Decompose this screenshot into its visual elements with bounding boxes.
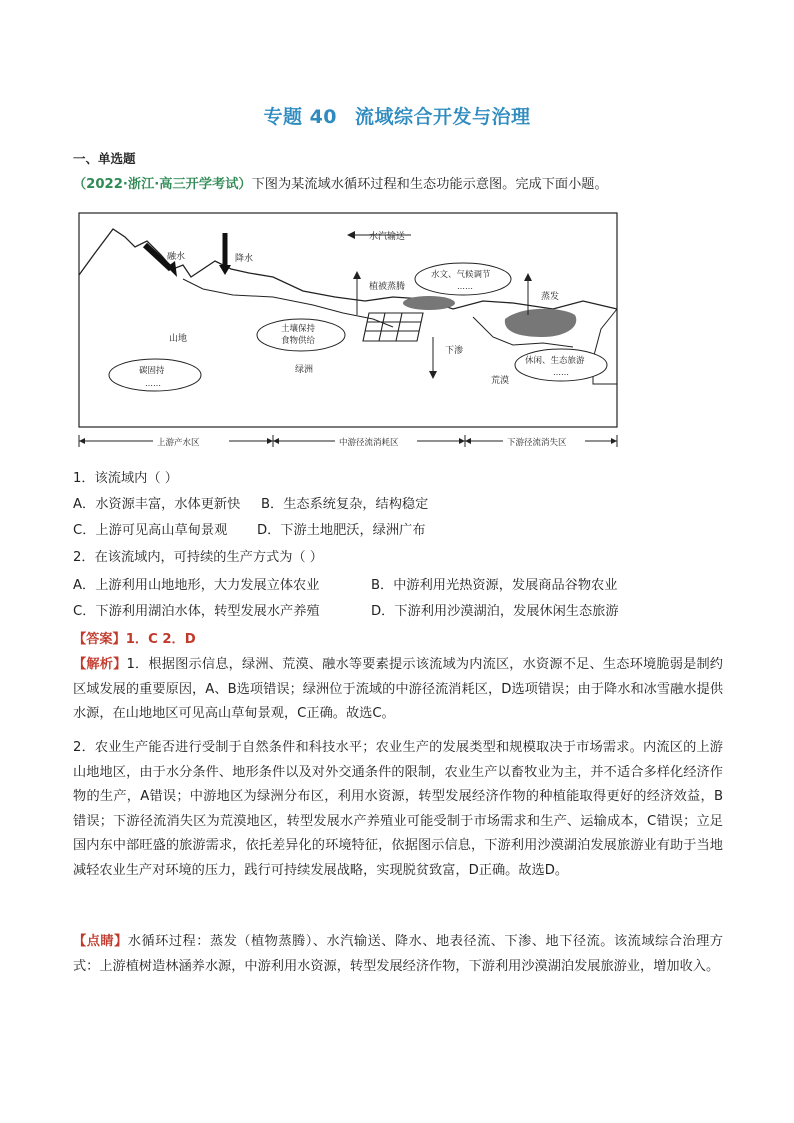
analysis-text-1: 1．根据图示信息，绿洲、荒漠、融水等要素提示该流域为内流区，水资源不足、生态环境脆弱是制约区域发展的重要原因，A、B选项错误；绿洲位于流域的中游径流消耗区，D选项错误；由于降水和冰雪融水提供水源，在山地地区可见高山草甸景观，C正确。故选C。 bbox=[73, 657, 723, 721]
analysis-tag: 【解析】 bbox=[73, 657, 127, 672]
label-soil2: 食物供给 bbox=[281, 336, 316, 346]
upper-lake bbox=[403, 296, 455, 310]
question-source: （2022·浙江·高三开学考试） bbox=[73, 177, 252, 192]
analysis-p2: 2．农业生产能否进行受制于自然条件和科技水平；农业生产的发展类型和规模取决于市场需求。内流区的上游山地地区，由于水分条件、地形条件以及对外交通条件的限制，农业生产以畜牧业为主，并不适合多样化经济作物的生产，A错误；中游地区为绿洲分布区，利用水资源，转型发展经济作物的种植能取得更好的经济效益，B错误；下游径流消失区为荒漠地区，转型发展水产养殖业可能受制于市场需求和生产、运输成本，C错误；立足国内东中部旺盛的旅游需求，依托差异化的环境特征，依据图示信息，下游利用沙漠湖泊发展旅游业有助于当地减轻农业生产对环境的压力，践行可持续发展战略，实现脱贫致富，D正确。故选D。 bbox=[73, 740, 723, 878]
watershed-diagram bbox=[73, 209, 723, 459]
label-vapor: 水汽输送 bbox=[369, 232, 406, 242]
q1-option-d: D．下游土地肥沃，绿洲广布 bbox=[257, 523, 426, 538]
comment-tag: 【点睛】 bbox=[73, 934, 128, 949]
label-hydro-more: …… bbox=[457, 282, 473, 291]
answer-tag: 【答案】 bbox=[73, 632, 126, 647]
label-soil1: 土壤保持 bbox=[281, 324, 316, 334]
label-leisure-more: …… bbox=[553, 368, 569, 377]
label-hydro: 水文、气候调节 bbox=[431, 270, 491, 280]
label-carbon: 碳固持 bbox=[139, 366, 165, 376]
label-seep: 下渗 bbox=[445, 346, 464, 356]
q2-options-row2 bbox=[73, 603, 619, 620]
label-oasis: 绿洲 bbox=[295, 365, 314, 375]
label-zone-up: 上游产水区 bbox=[157, 438, 200, 448]
label-desert: 荒漠 bbox=[491, 376, 510, 386]
page-title bbox=[0, 102, 794, 129]
analysis-p1 bbox=[73, 653, 723, 727]
question-intro bbox=[73, 176, 608, 193]
label-transpiration: 植被蒸腾 bbox=[369, 282, 406, 292]
q1-option-b: B．生态系统复杂，结构稳定 bbox=[261, 497, 429, 512]
label-melt: 融水 bbox=[167, 252, 186, 262]
q1-options-row1 bbox=[73, 496, 428, 513]
answer-line bbox=[73, 631, 196, 648]
q1-options-row2 bbox=[73, 522, 425, 539]
q1-option-c: C．上游可见高山草甸景观 bbox=[73, 523, 228, 538]
label-zone-mid: 中游径流消耗区 bbox=[339, 438, 399, 448]
comment-block bbox=[73, 930, 723, 979]
answer-text: 1．C 2．D bbox=[125, 632, 196, 647]
comment-text: 水循环过程：蒸发（植物蒸腾）、水汽输送、降水、地表径流、下渗、地下径流。该流域综合治理方式：上游植树造林涵养水源，中游利用水资源，转型发展经济作物，下游利用沙漠湖泊发展旅游业，增加收入。 bbox=[73, 934, 723, 974]
q1-option-a: A．水资源丰富，水体更新快 bbox=[73, 497, 241, 512]
q2-option-a: A．上游利用山地地形，大力发展立体农业 bbox=[73, 578, 320, 593]
section-heading: 一、单选题 bbox=[73, 151, 136, 166]
label-mountain: 山地 bbox=[169, 334, 188, 344]
q2-stem: 2．在该流域内，可持续的生产方式为（ ） bbox=[73, 550, 323, 565]
label-evaporation: 蒸发 bbox=[541, 292, 560, 302]
title-number: 专题 40 bbox=[263, 106, 338, 128]
label-zone-down: 下游径流消失区 bbox=[507, 438, 567, 448]
q2-option-d: D．下游利用沙漠湖泊，发展休闲生态旅游 bbox=[371, 604, 619, 619]
intro-text: 下图为某流域水循环过程和生态功能示意图。完成下面小题。 bbox=[251, 177, 608, 192]
q2-option-b: B．中游利用光热资源，发展商品谷物农业 bbox=[371, 578, 618, 593]
label-carbon-more: …… bbox=[145, 379, 161, 388]
q1-stem: 1．该流域内（ ） bbox=[73, 471, 178, 486]
label-leisure: 休闲、生态旅游 bbox=[525, 356, 585, 366]
title-text: 流域综合开发与治理 bbox=[355, 106, 531, 128]
label-rain: 降水 bbox=[235, 254, 254, 264]
q2-options-row1 bbox=[73, 577, 617, 594]
q2-option-c: C．下游利用湖泊水体，转型发展水产养殖 bbox=[73, 604, 320, 619]
